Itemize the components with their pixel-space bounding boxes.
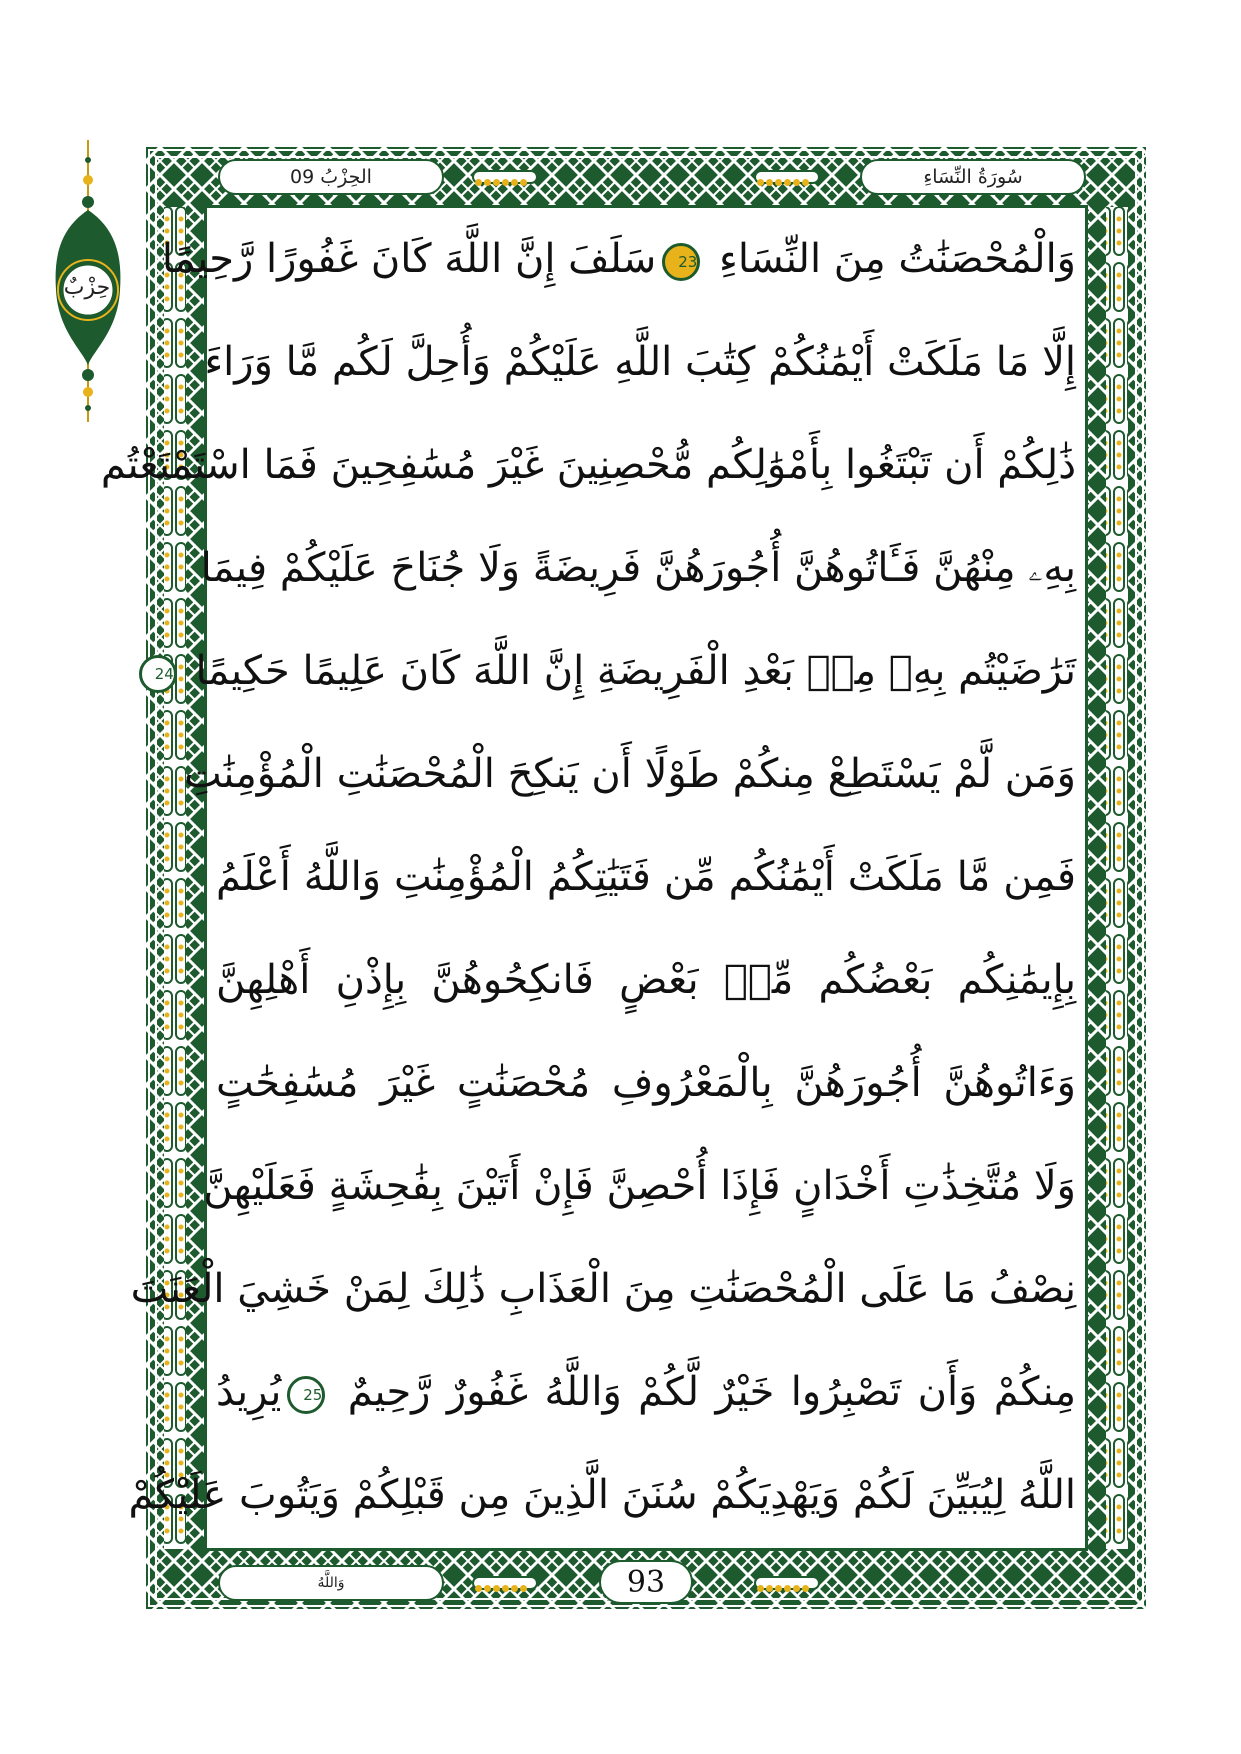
verse-text: اللَّهُ لِيُبَيِّنَ لَكُمْ وَيَهْدِيَكُمْ سُنَنَ الَّذِينَ مِن قَبْلِكُمْ وَيَتُوبَ عَلَيْكُمْ [128, 1472, 1076, 1518]
verse-text: نِصْفُ مَا عَلَى الْمُحْصَنَٰتِ مِنَ الْعَذَابِ ذَٰلِكَ لِمَنْ خَشِيَ الْعَنَتَ [130, 1266, 1076, 1312]
verse-text: بِإِيمَٰنِكُم بَعْضُكُم مِّنۢ بَعْضٍ فَانكِحُوهُنَّ بِإِذْنِ أَهْلِهِنَّ [216, 957, 1076, 1003]
ornament-dots [472, 170, 538, 184]
ayah-marker-icon: 24 [139, 655, 177, 693]
verse-line [200, 526, 1076, 610]
verse-line [128, 1453, 1076, 1537]
verse-line [154, 629, 1076, 713]
verse-line [130, 1247, 1076, 1331]
verse-line [184, 732, 1076, 816]
hizb-side-label: حِزْبٌ [63, 275, 111, 300]
catchword-box [218, 1565, 444, 1601]
hizb-header [218, 159, 444, 195]
ayah-marker-icon: 23 [662, 243, 700, 281]
hizb-header-text: الحِزْبُ 09 [290, 166, 372, 188]
verse-text: ذَٰلِكُمْ أَن تَبْتَغُوا بِأَمْوَٰلِكُم مُّحْصِنِينَ غَيْرَ مُسَٰفِحِينَ فَمَا اسْتَمْتَعْتُم [100, 442, 1076, 488]
verse-line [216, 1041, 1076, 1125]
verse-line [100, 423, 1076, 507]
verse-text: وَالْمُحْصَنَٰتُ مِنَ النِّسَاءِ [706, 236, 1076, 282]
page-number [599, 1560, 693, 1604]
verse-text: يُرِيدُ [216, 1369, 282, 1415]
ornament-dots [754, 170, 820, 184]
page-number-text: 93 [626, 1564, 666, 1600]
surah-name: سُورَةُ النِّسَاءِ [923, 166, 1023, 188]
verse-text: فَمِن مَّا مَلَكَتْ أَيْمَٰنُكُم مِّن فَتَيَٰتِكُمُ الْمُؤْمِنَٰتِ وَاللَّهُ أَعْلَمُ [216, 854, 1076, 900]
surah-header [860, 159, 1086, 195]
verse-line [203, 1144, 1076, 1228]
verse-line [161, 217, 1076, 301]
ornament-dots [754, 1576, 820, 1590]
verse-text: سَلَفَ إِنَّ اللَّهَ كَانَ غَفُورًا رَّحِيمًا [161, 236, 657, 282]
verse-line [216, 938, 1076, 1022]
ornament-dots [472, 1576, 538, 1590]
verse-line [216, 1350, 1076, 1434]
verse-text: تَرَٰضَيْتُم بِهِۦ مِنۢ بَعْدِ الْفَرِيضَةِ إِنَّ اللَّهَ كَانَ عَلِيمًا حَكِيمًا [182, 648, 1076, 694]
verse-text: إِلَّا مَا مَلَكَتْ أَيْمَٰنُكُمْ كِتَٰبَ اللَّهِ عَلَيْكُمْ وَأُحِلَّ لَكُم مَّا وَرَاءَ [204, 339, 1076, 385]
ayah-marker-icon: 25 [287, 1376, 325, 1414]
verse-line [216, 835, 1076, 919]
verse-line [204, 320, 1076, 404]
verse-text: وَلَا مُتَّخِذَٰتِ أَخْدَانٍ فَإِذَا أُحْصِنَّ فَإِنْ أَتَيْنَ بِفَٰحِشَةٍ فَعَلَيْهِنَّ [203, 1163, 1076, 1209]
verse-text: مِنكُمْ وَأَن تَصْبِرُوا خَيْرٌ لَّكُمْ وَاللَّهُ غَفُورٌ رَّحِيمٌ [331, 1369, 1076, 1415]
verse-text: وَمَن لَّمْ يَسْتَطِعْ مِنكُمْ طَوْلًا أَن يَنكِحَ الْمُحْصَنَٰتِ الْمُؤْمِنَٰتِ [184, 751, 1076, 797]
verse-text: بِهِۦ مِنْهُنَّ فَـَٔاتُوهُنَّ أُجُورَهُنَّ فَرِيضَةً وَلَا جُنَاحَ عَلَيْكُمْ فِيمَا [200, 545, 1076, 591]
catchword: وَاللَّهُ [317, 1575, 345, 1591]
page-frame [100, 147, 1146, 1609]
verse-text: وَءَاتُوهُنَّ أُجُورَهُنَّ بِالْمَعْرُوفِ مُحْصَنَٰتٍ غَيْرَ مُسَٰفِحَٰتٍ [216, 1060, 1076, 1106]
